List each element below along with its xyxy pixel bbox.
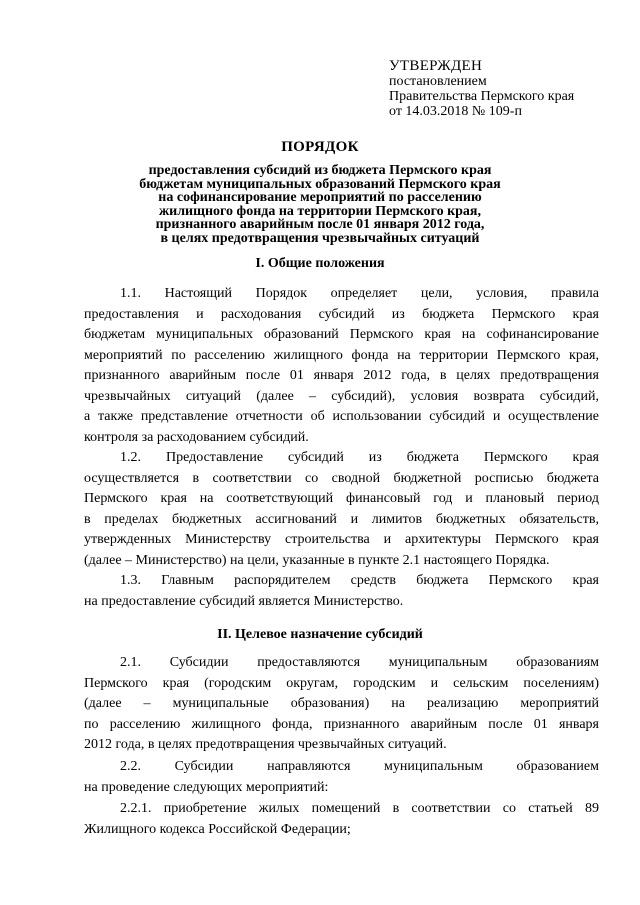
section-heading: II. Целевое назначение субсидий	[217, 627, 423, 642]
approval-stamp	[389, 59, 574, 119]
subtitle-line: в целях предотвращения чрезвычайных ситуаций	[160, 230, 480, 246]
text-line: 2.2. Субсидии направляются муниципальным образованием	[120, 759, 599, 774]
text-line: на проведение следующих мероприятий:	[84, 779, 329, 795]
text-line: 1.3. Главным распорядителем средств бюджета Пермского края	[120, 573, 599, 588]
text-line: 2012 года, в целях предотвращения чрезвычайных ситуаций.	[84, 737, 447, 752]
approval-line: Правительства Пермского края	[389, 89, 575, 104]
subtitle-line: бюджетам муниципальных образований Пермского края	[139, 176, 501, 192]
text-line: 2.1. Субсидии предоставляются муниципальным образованиям	[120, 655, 599, 670]
subtitle-line: предоставления субсидий из бюджета Пермского края	[148, 163, 492, 178]
paragraph-1-1	[84, 284, 599, 448]
approval-line: постановлением	[389, 74, 487, 89]
text-line: 2.2.1. приобретение жилых помещений в соответствии со статьей 89	[120, 801, 599, 816]
paragraph-2-1	[84, 653, 599, 756]
text-line: осуществляется в соответствии со сводной бюджетной росписью бюджета	[84, 470, 599, 486]
document-title: ПОРЯДОК	[281, 139, 359, 155]
text-line: Пермского края (городским округам, городским и сельским поселениям)	[84, 675, 599, 691]
paragraph-1-2	[84, 448, 599, 571]
text-line: по расселению жилищного фонда, признанного аварийным после 01 января	[84, 716, 599, 732]
text-line: утвержденных Министерству строительства и архитектуры Пермского края	[84, 532, 599, 547]
text-line: (далее – муниципальные образования) на реализацию мероприятий	[84, 696, 599, 711]
paragraph-1-3	[84, 571, 599, 612]
text-line: (далее – Министерство) на цели, указанные в пункте 2.1 настоящего Порядка.	[84, 552, 550, 568]
text-line: Пермского края на соответствующий финансовый год и плановый период	[84, 491, 599, 506]
text-line: контроля за расходованием субсидий.	[84, 429, 309, 445]
paragraph-2-2	[84, 757, 599, 798]
approval-line: от 14.03.2018 № 109-п	[389, 104, 522, 119]
subtitle-line: на софинансирование мероприятий по расселению	[158, 190, 482, 205]
text-line: 1.1. Настоящий Порядок определяет цели, условия, правила	[120, 286, 599, 301]
paragraph-2-2-1	[84, 799, 599, 840]
subtitle-line: признанного аварийным после 01 января 2012 года,	[155, 217, 485, 232]
text-line: 1.2. Предоставление субсидий из бюджета Пермского края	[120, 450, 599, 465]
document-title-block	[0, 138, 640, 245]
text-line: бюджетам муниципальных образований Пермского края на софинансирование	[84, 327, 599, 342]
text-line: а также представление отчетности об использовании субсидий и осуществление	[84, 409, 599, 424]
approval-heading: УТВЕРЖДЕН	[389, 58, 483, 74]
text-line: признанного аварийным после 01 января 2012 года, в целях предотвращения	[84, 368, 599, 383]
text-line: на предоставление субсидий является Министерство.	[84, 593, 404, 609]
text-line: в пределах бюджетных ассигнований и лимитов бюджетных обязательств,	[84, 511, 599, 527]
section-heading: I. Общие положения	[255, 256, 385, 271]
document-subtitle	[0, 164, 640, 245]
subtitle-line: жилищного фонда на территории Пермского края,	[158, 203, 482, 219]
text-line: Жилищного кодекса Российской Федерации;	[84, 821, 351, 837]
text-line: мероприятий по расселению жилищного фонда на территории Пермского края,	[84, 347, 599, 363]
text-line: чрезвычайных ситуаций (далее – субсидий), условия возврата субсидий,	[84, 388, 599, 404]
text-line: предоставления и расходования субсидий из бюджета Пермского края	[84, 306, 599, 322]
